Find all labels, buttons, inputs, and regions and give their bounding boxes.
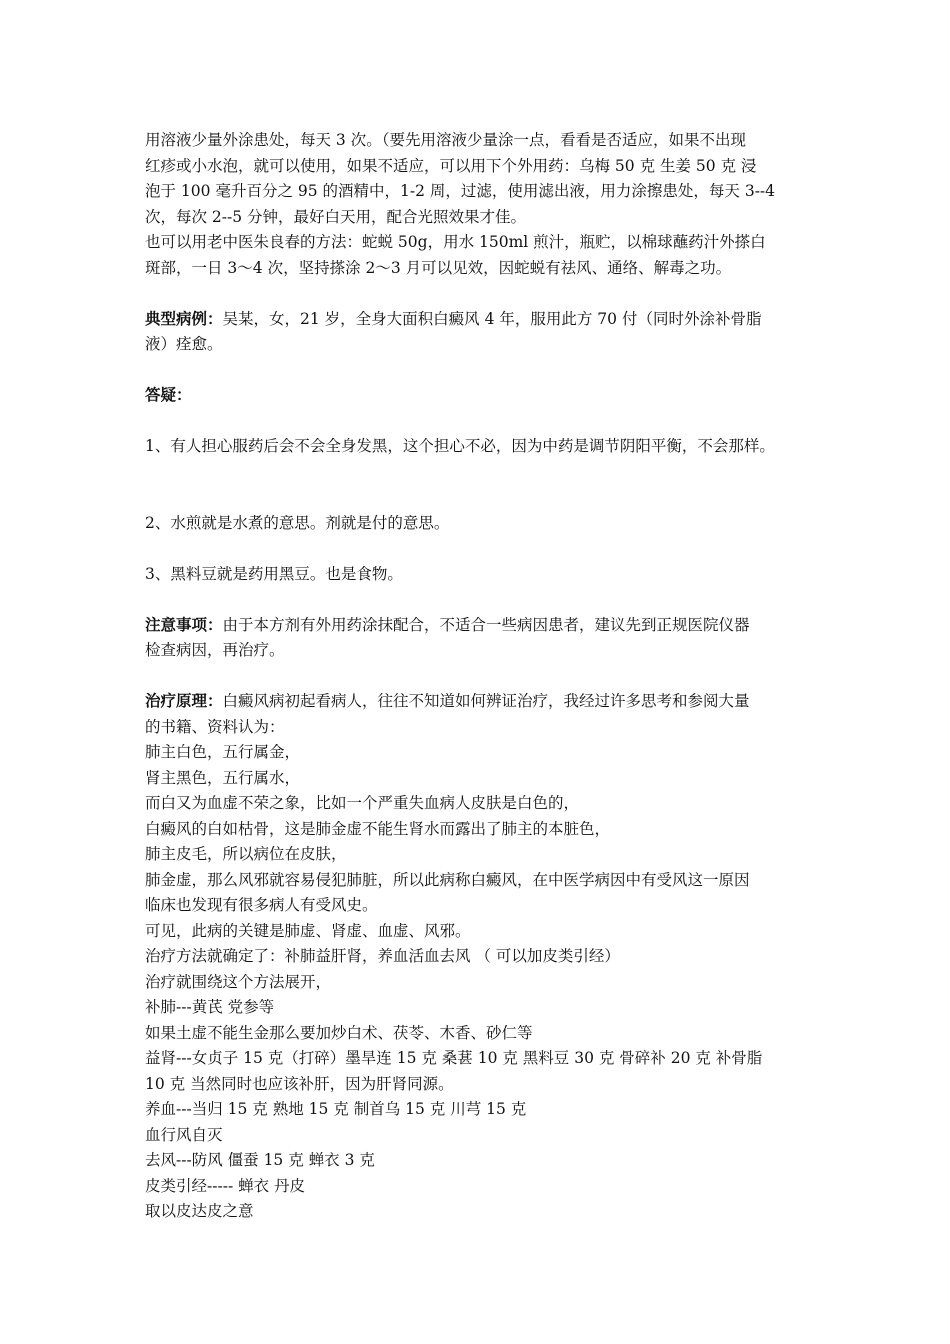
document-body [145, 128, 825, 1225]
principle-line: 肺金虚，那么风邪就容易侵犯肺脏，所以此病称白癜风，在中医学病因中有受风这一原因 [145, 870, 750, 889]
notice-label: 注意事项： [145, 615, 223, 634]
principle-line-1 [145, 689, 825, 715]
principle-line: 补肺---黄芪 党参等 [145, 998, 275, 1016]
principle-line: 临床也发现有很多病人有受风史。 [145, 896, 378, 914]
notice-line-2: 检查病因，再治疗。 [145, 641, 285, 659]
principle-line: 治疗就围绕这个方法展开， [145, 972, 332, 991]
principle-line: 如果土虚不能生金那么要加炒白术、茯苓、木香、砂仁等 [145, 1023, 533, 1042]
principle-line: 皮类引经----- 蝉衣 丹皮 [145, 1176, 306, 1195]
spacer [145, 664, 825, 690]
qa-item-2: 2、水煎就是水煮的意思。剂就是付的意思。 [145, 513, 450, 532]
case-text-1: 吴某，女，21 岁，全身大面积白癜风 4 年，服用此方 70 付（同时外涂补骨脂 [222, 309, 762, 328]
case-line-1 [145, 307, 825, 333]
principle-line: 血行风自灭 [145, 1125, 223, 1144]
principle-line: 而白又为血虚不荣之象，比如一个严重失血病人皮肤是白色的， [145, 794, 580, 812]
principle-line: 肺主白色，五行属金， [145, 743, 301, 761]
spacer [145, 281, 825, 307]
spacer [145, 460, 825, 511]
spacer [145, 536, 825, 562]
spacer [145, 409, 825, 435]
principle-line: 治疗方法就确定了：补肺益肝肾，养血活血去风 （ 可以加皮类引经） [145, 947, 620, 965]
principle-line: 可见，此病的关键是肺虚、肾虚、血虚、风邪。 [145, 921, 471, 940]
principle-line: 益肾---女贞子 15 克（打碎）墨旱连 15 克 桑葚 10 克 黑料豆 30 克 骨碎补 20 克 补骨脂 [145, 1049, 763, 1067]
principle-line: 肺主皮毛，所以病位在皮肤， [145, 845, 347, 863]
principle-line: 取以皮达皮之意 [145, 1202, 254, 1220]
principle-label: 治疗原理： [145, 692, 223, 710]
principle-line: 养血---当归 15 克 熟地 15 克 制首乌 15 克 川芎 15 克 [145, 1100, 527, 1118]
intro-line-1: 用溶液少量外涂患处，每天 3 次。（要先用溶液少量涂一点，看看是否适应，如果不出现 [145, 131, 746, 149]
case-label: 典型病例： [145, 309, 223, 328]
intro-line-3: 泡于 100 毫升百分之 95 的酒精中，1-2 周，过滤，使用滤出液，用力涂擦患处，每天 3--4 [145, 182, 776, 200]
principle-line: 的书籍、资料认为： [145, 717, 285, 736]
intro-line-6: 斑部，一日 3～4 次，坚持搽涂 2～3 月可以见效，因蛇蜕有祛风、通络、解毒之功。 [145, 258, 732, 277]
spacer [145, 587, 825, 613]
case-line-2: 液）痊愈。 [145, 335, 223, 353]
notice-line-1 [145, 613, 825, 639]
qa-item-3: 3、黑料豆就是药用黑豆。也是食物。 [145, 564, 403, 583]
principle-line: 10 克 当然同时也应该补肝，因为肝肾同源。 [145, 1074, 454, 1093]
intro-line-2: 红疹或小水泡，就可以使用，如果不适应，可以用下个外用药：乌梅 50 克 生姜 50 克 浸 [145, 156, 757, 175]
principle-line: 白癜风的白如枯骨，这是肺金虚不能生肾水而露出了肺主的本脏色， [145, 819, 611, 838]
qa-heading: 答疑： [145, 386, 192, 404]
principle-text-1: 白癜风病初起看病人，往往不知道如何辨证治疗，我经过许多思考和参阅大量 [222, 692, 750, 710]
spacer [145, 358, 825, 384]
intro-line-4: 次，每次 2--5 分钟，最好白天用，配合光照效果才佳。 [145, 207, 527, 226]
notice-text-1: 由于本方剂有外用药涂抹配合，不适合一些病因患者，建议先到正规医院仪器 [222, 615, 750, 634]
intro-line-5: 也可以用老中医朱良春的方法：蛇蜕 50g，用水 150ml 煎汁，瓶贮，以棉球蘸药汁外搽白 [145, 233, 766, 251]
principle-line: 肾主黑色，五行属水， [145, 768, 301, 787]
qa-item-1: 1、有人担心服药后会不会全身发黑，这个担心不必，因为中药是调节阴阳平衡，不会那样。 [145, 437, 775, 455]
principle-line: 去风---防风 僵蚕 15 克 蝉衣 3 克 [145, 1151, 375, 1169]
